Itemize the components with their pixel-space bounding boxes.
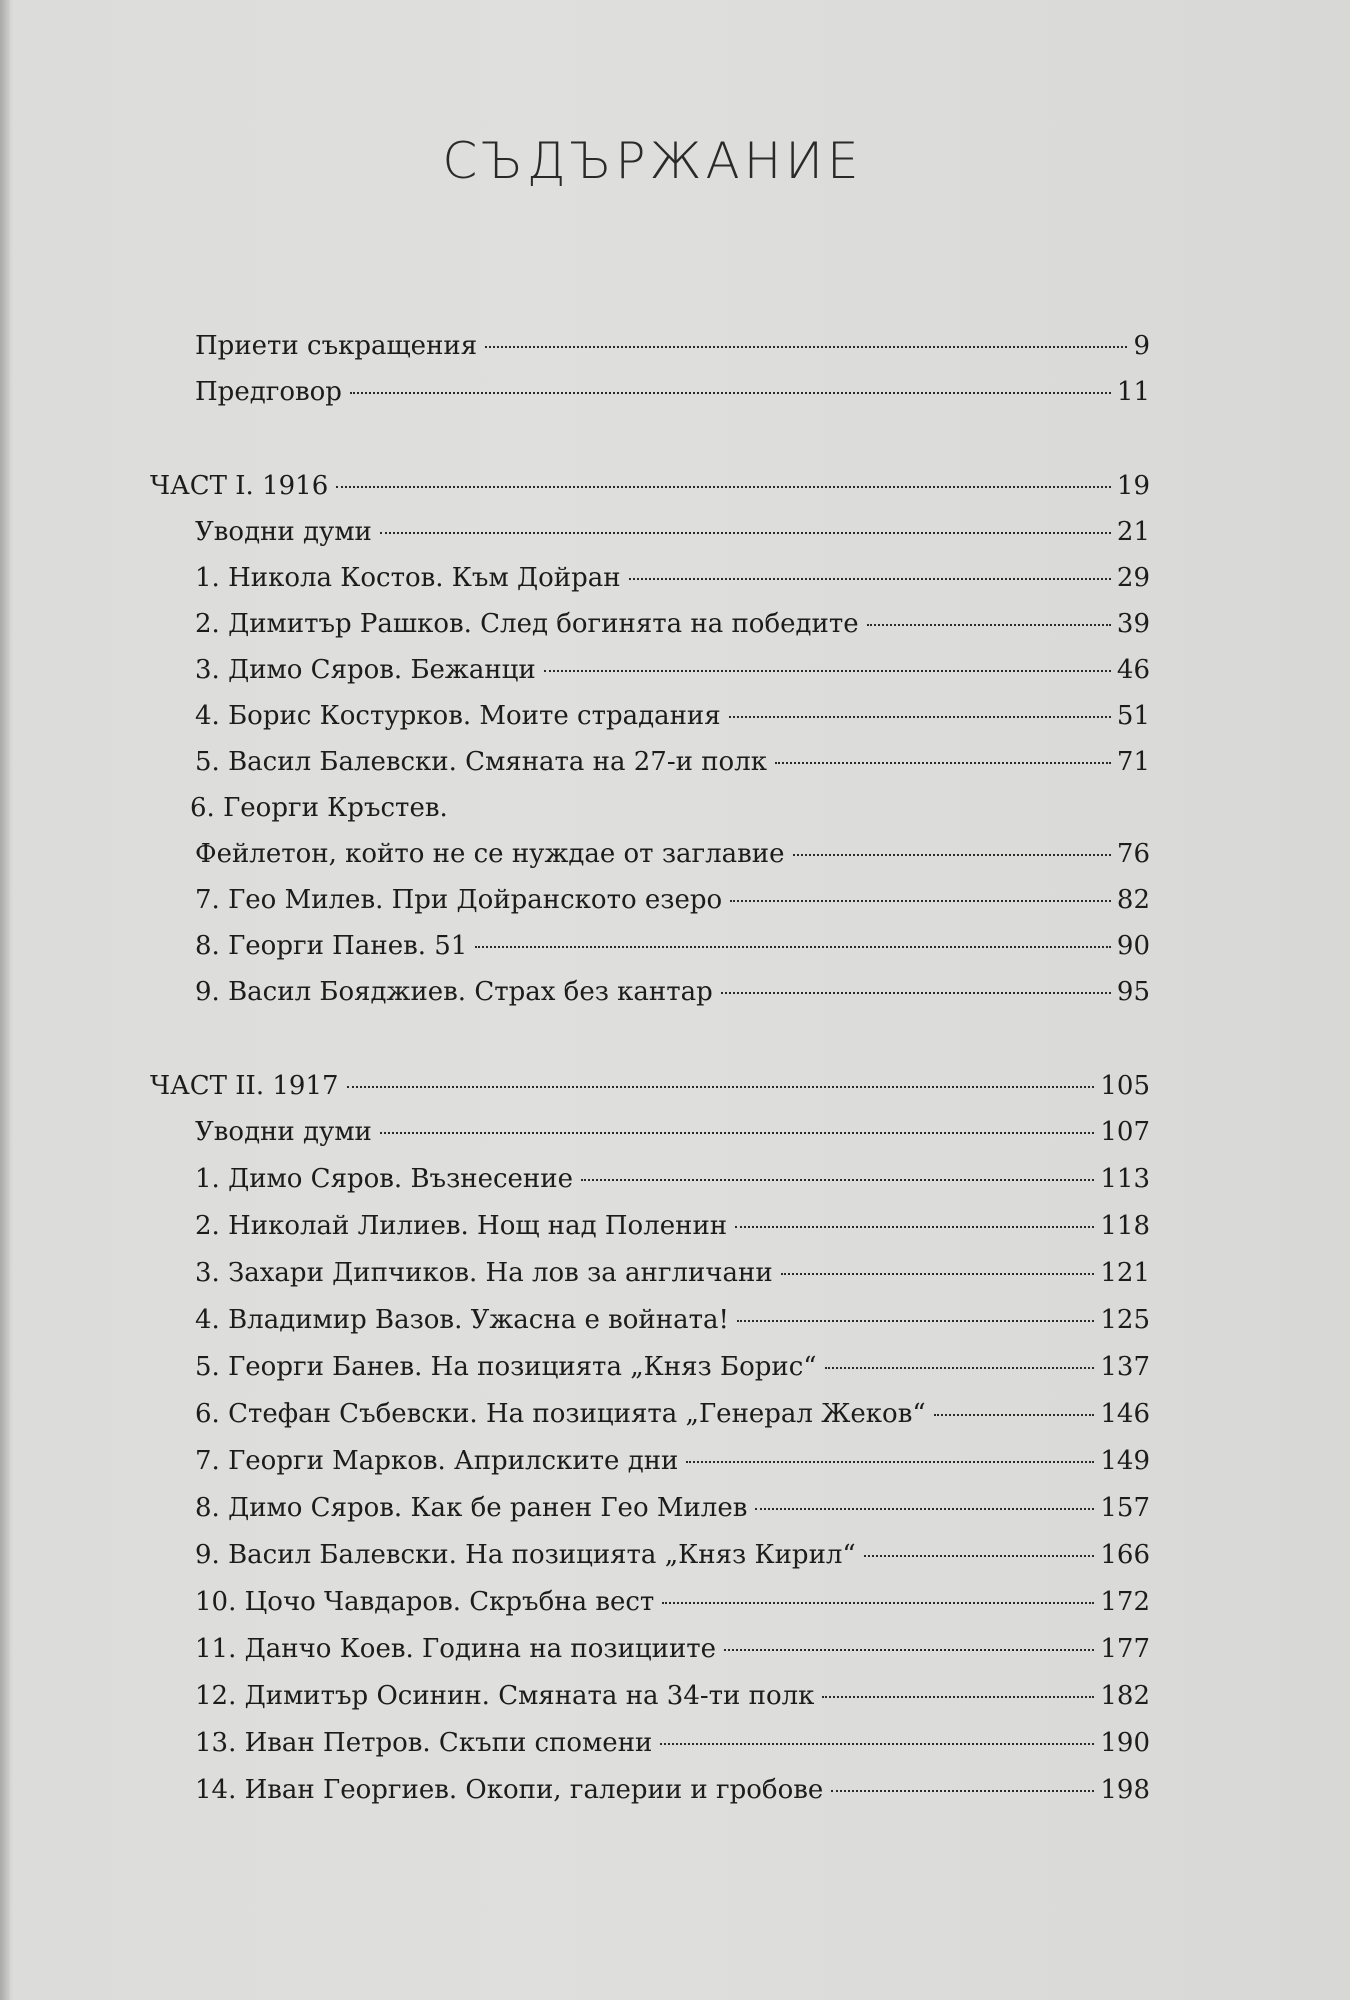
toc-entry-page: 149	[1100, 1446, 1150, 1476]
toc-entry-page: 190	[1100, 1728, 1150, 1758]
toc-entry[interactable]	[195, 744, 1150, 780]
toc-entry-page: 29	[1116, 563, 1150, 593]
toc-entry-label: ЧАСТ I. 1916	[150, 471, 329, 501]
toc-entry-label: 9. Васил Балевски. На позицията „Княз Кирил“	[195, 1540, 856, 1570]
toc-entry[interactable]	[195, 1255, 1150, 1291]
toc-entry-label: 6. Стефан Събевски. На позицията „Генерал Жеков“	[195, 1399, 926, 1429]
toc-entry[interactable]	[195, 1161, 1150, 1197]
toc-entry-page: 19	[1116, 471, 1150, 501]
toc-entry[interactable]	[195, 1349, 1150, 1385]
toc-entry[interactable]	[195, 1772, 1150, 1808]
toc-entry-label: 1. Димо Сяров. Възнесение	[195, 1164, 573, 1194]
toc-entry-label: 3. Захари Дипчиков. На лов за англичани	[195, 1258, 773, 1288]
toc-entry-page: 71	[1116, 747, 1150, 777]
dot-leader	[867, 624, 1111, 626]
toc-entry-label: 2. Димитър Рашков. След богинята на победите	[195, 609, 859, 639]
dot-leader	[755, 1508, 1094, 1510]
toc-entry[interactable]	[195, 560, 1150, 596]
toc-entry[interactable]	[195, 1631, 1150, 1667]
toc-entry-label: 5. Васил Балевски. Смяната на 27-и полк	[195, 747, 767, 777]
toc-entry[interactable]	[195, 698, 1150, 734]
toc-entry-page: 11	[1116, 377, 1150, 407]
toc-entry[interactable]	[195, 836, 1150, 872]
dot-leader	[380, 532, 1111, 534]
dot-leader	[485, 346, 1127, 348]
toc-entry[interactable]	[195, 882, 1150, 918]
toc-entry[interactable]	[195, 1302, 1150, 1338]
dot-leader	[831, 1790, 1094, 1792]
toc-entry-label: 4. Владимир Вазов. Ужасна е войната!	[195, 1305, 729, 1335]
toc-entry-label: 14. Иван Георгиев. Окопи, галерии и гробове	[195, 1775, 824, 1805]
toc-entry-page: 82	[1116, 885, 1150, 915]
toc-entry-page: 51	[1116, 701, 1150, 731]
toc-entry-page: 46	[1116, 655, 1150, 685]
dot-leader	[660, 1743, 1094, 1745]
toc-entry-label: 10. Цочо Чавдаров. Скръбна вест	[195, 1587, 655, 1617]
toc-entry-label: Фейлетон, който не се нуждае от заглавие	[195, 839, 785, 869]
toc-entry[interactable]	[195, 652, 1150, 688]
toc-entry[interactable]	[195, 374, 1150, 410]
toc-entry-label: Уводни думи	[195, 517, 372, 547]
toc-entry[interactable]	[195, 1490, 1150, 1526]
toc-entry[interactable]	[195, 1678, 1150, 1714]
toc-entry-label: 9. Васил Бояджиев. Страх без кантар	[195, 977, 713, 1007]
toc-entry-label: 8. Георги Панев. 51	[195, 931, 468, 961]
toc-entry-page: 9	[1133, 331, 1150, 361]
dot-leader	[581, 1179, 1094, 1181]
dot-leader	[336, 486, 1111, 488]
toc-entry-page: 39	[1116, 609, 1150, 639]
toc-entry-label: ЧАСТ II. 1917	[150, 1071, 339, 1101]
dot-leader	[629, 578, 1111, 580]
toc-entry[interactable]	[195, 974, 1150, 1010]
toc-entry-label: 4. Борис Костурков. Моите страдания	[195, 701, 721, 731]
toc-entry[interactable]	[195, 928, 1150, 964]
dot-leader	[350, 392, 1111, 394]
toc-entry-page: 125	[1100, 1305, 1150, 1335]
dot-leader	[475, 946, 1111, 948]
toc-entry-author-line: 6. Георги Кръстев.	[190, 793, 448, 823]
dot-leader	[775, 762, 1111, 764]
toc-entry-label: 8. Димо Сяров. Как бе ранен Гео Милев	[195, 1493, 748, 1523]
toc-entry-page: 137	[1100, 1352, 1150, 1382]
toc-entry[interactable]	[195, 1208, 1150, 1244]
dot-leader	[793, 854, 1111, 856]
toc-entry-label: 13. Иван Петров. Скъпи спомени	[195, 1728, 653, 1758]
dot-leader	[934, 1414, 1095, 1416]
toc-entry-page: 107	[1100, 1117, 1150, 1147]
toc-part-heading[interactable]	[150, 1068, 1150, 1104]
toc-entry-page: 21	[1116, 517, 1150, 547]
toc-entry[interactable]	[195, 1396, 1150, 1432]
dot-leader	[735, 1226, 1094, 1228]
dot-leader	[822, 1696, 1094, 1698]
toc-entry-label: Предговор	[195, 377, 342, 407]
toc-entry-page: 177	[1100, 1634, 1150, 1664]
toc-entry[interactable]	[195, 1537, 1150, 1573]
dot-leader	[721, 992, 1111, 994]
toc-entry-page: 121	[1100, 1258, 1150, 1288]
toc-entry[interactable]	[195, 1725, 1150, 1761]
toc-entry-page: 198	[1100, 1775, 1150, 1805]
page-title: СЪДЪРЖАНИЕ	[442, 132, 863, 190]
toc-entry-label: 1. Никола Костов. Към Дойран	[195, 563, 621, 593]
dot-leader	[825, 1367, 1095, 1369]
toc-entry[interactable]	[195, 328, 1150, 364]
dot-leader	[544, 670, 1111, 672]
toc-entry-label: Приети съкращения	[195, 331, 478, 361]
toc-entry-label: 11. Данчо Коев. Година на позициите	[195, 1634, 717, 1664]
dot-leader	[864, 1555, 1095, 1557]
toc-entry-label: Уводни думи	[195, 1117, 372, 1147]
toc-entry-label: 2. Николай Лилиев. Нощ над Поленин	[195, 1211, 728, 1241]
dot-leader	[781, 1273, 1095, 1275]
page-spine-edge	[0, 0, 10, 2000]
dot-leader	[686, 1461, 1094, 1463]
toc-entry-page: 146	[1100, 1399, 1150, 1429]
toc-entry-page: 172	[1100, 1587, 1150, 1617]
dot-leader	[730, 900, 1111, 902]
toc-entry[interactable]	[195, 1443, 1150, 1479]
toc-entry-label: 7. Георги Марков. Априлските дни	[195, 1446, 679, 1476]
dot-leader	[737, 1320, 1094, 1322]
dot-leader	[724, 1649, 1094, 1651]
toc-entry[interactable]	[195, 514, 1150, 550]
toc-entry-page: 105	[1100, 1071, 1150, 1101]
toc-entry-page: 113	[1100, 1164, 1150, 1194]
toc-entry[interactable]	[195, 1584, 1150, 1620]
toc-entry-label: 3. Димо Сяров. Бежанци	[195, 655, 536, 685]
toc-entry-page: 166	[1100, 1540, 1150, 1570]
toc-entry-page: 90	[1116, 931, 1150, 961]
dot-leader	[347, 1086, 1095, 1088]
toc-entry-page: 95	[1116, 977, 1150, 1007]
toc-entry[interactable]	[195, 606, 1150, 642]
toc-entry-page: 157	[1100, 1493, 1150, 1523]
toc-entry[interactable]	[195, 1114, 1150, 1150]
toc-part-heading[interactable]	[150, 468, 1150, 504]
toc-entry-label: 7. Гео Милев. При Дойранското езеро	[195, 885, 723, 915]
dot-leader	[662, 1602, 1094, 1604]
dot-leader	[380, 1132, 1094, 1134]
toc-entry-page: 182	[1100, 1681, 1150, 1711]
toc-entry-label: 5. Георги Банев. На позицията „Княз Борис“	[195, 1352, 817, 1382]
dot-leader	[729, 716, 1111, 718]
toc-entry-page: 118	[1100, 1211, 1150, 1241]
toc-entry-label: 12. Димитър Осинин. Смяната на 34-ти полк	[195, 1681, 815, 1711]
toc-entry-page: 76	[1116, 839, 1150, 869]
